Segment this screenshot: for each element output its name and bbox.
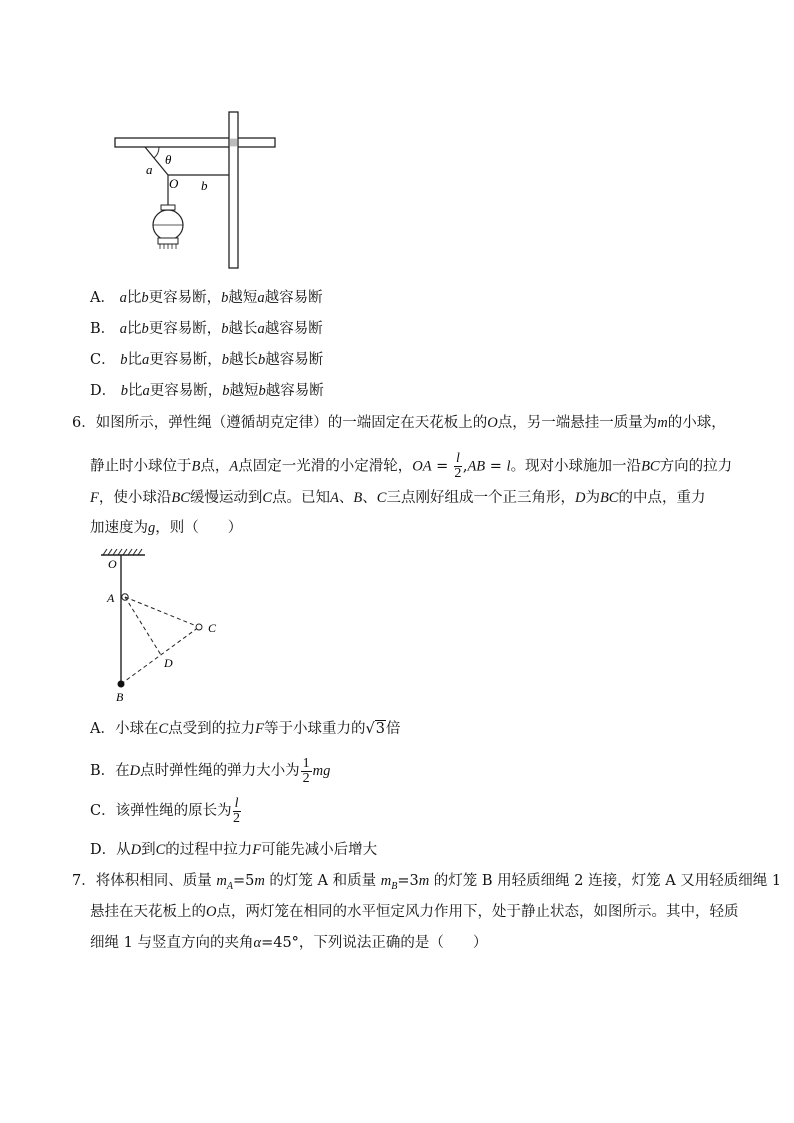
lantern-icon — [153, 205, 183, 249]
ball-icon — [118, 681, 125, 688]
q6-option-a: A．小球在C点受到的拉力F等于小球重力的√3倍 — [90, 721, 401, 737]
q5-option-c: C． b比a更容易断，b越长b越容易断 — [90, 352, 324, 368]
q5-option-d: D． b比a更容易断，b越短b越容易断 — [90, 383, 324, 399]
label-O: O — [169, 176, 179, 191]
q7-line-2: 悬挂在天花板上的O点，两灯笼在相同的水平恒定风力作用下，处于静止状态，如图所示。其中，轻质 — [90, 904, 739, 920]
q7-line-1: 7．将体积相同、质量 $m_A=5m$ 的灯笼 A 和质量 $m_B=3m$ 的灯笼 B 用轻质细绳 2 连接，灯笼 A 又用轻质细绳 1 — [72, 873, 782, 892]
fraction-l-over-2-option: $\frac{l}{2}$ — [233, 795, 241, 826]
q6-line-3: F，使小球沿BC缓慢运动到C点。已知A、B、C三点刚好组成一个正三角形，D为BC的中点，重力 — [90, 490, 706, 506]
label-b: b — [201, 178, 208, 193]
ceiling-beam — [115, 138, 275, 147]
q5-option-b: B． a比b更容易断，b越长a越容易断 — [90, 321, 323, 337]
q6-line-1: 6．如图所示，弹性绳（遵循胡克定律）的一端固定在天花板上的O点，另一端悬挂一质量为m的小球， — [72, 415, 726, 431]
fraction-1-over-2: $\frac{1}{2}$ — [302, 755, 310, 786]
q6-line-4: 加速度为g，则（ ） — [90, 520, 243, 536]
q6-option-b: B．在D点时弹性绳的弹力大小为 $\frac{1}{2}$ mg — [90, 755, 331, 786]
label-a: a — [146, 162, 153, 177]
q6-option-c: C．该弹性绳的原长为 $\frac{l}{2}$ — [90, 795, 241, 826]
q6-line-2: 静止时小球位于B点，A点固定一光滑的小定滑轮，OA = $\frac{l}{2}$ ,AB = l。现对小球施加一沿BC方向的拉力 — [90, 451, 733, 481]
sqrt-3: √3 — [365, 721, 385, 737]
label-A: A — [107, 591, 115, 605]
q6-figure — [95, 545, 225, 705]
q6-option-d: D．从D到C的过程中拉力F可能先减小后增大 — [90, 842, 378, 858]
q7-line-3: 细绳 1 与竖直方向的夹角α=45°，下列说法正确的是（ ） — [90, 935, 488, 951]
label-O: O — [108, 557, 117, 571]
q5-option-a: A． a比b更容易断，b越短a越容易断 — [90, 290, 323, 306]
label-theta: θ — [165, 152, 172, 167]
fraction-l-over-2: $\frac{l}{2}$ — [454, 451, 462, 481]
vertical-pole — [229, 112, 238, 268]
q5-figure — [105, 108, 290, 274]
label-C: C — [208, 621, 217, 635]
label-B: B — [116, 690, 124, 704]
label-D: D — [164, 656, 173, 670]
